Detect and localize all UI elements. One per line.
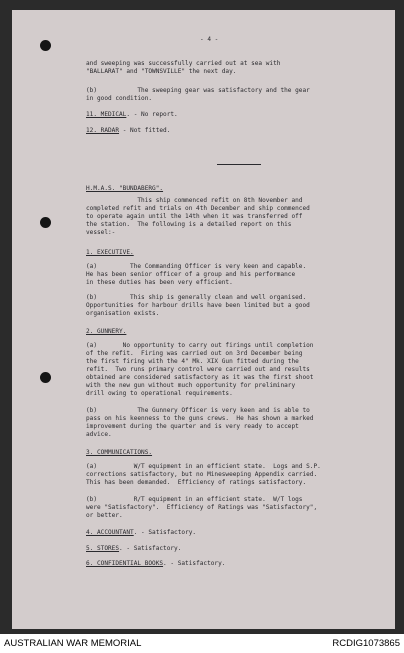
punch-hole — [40, 40, 51, 51]
record-id: RCDIG1073865 — [332, 638, 400, 649]
paragraph-line: obtained are considered satisfactory as it was the first shoot — [86, 374, 314, 381]
paragraph-line: refit. Two runs primary control were carried out and results — [86, 366, 310, 373]
punch-hole — [40, 372, 51, 383]
sweep-paragraph-line: in good condition. — [86, 95, 153, 102]
paragraph-line: corrections satisfactory, but no Minesweeping Appendix carried. — [86, 471, 318, 478]
item-medical — [86, 111, 178, 120]
item-label: 6. CONFIDENTIAL BOOKS — [86, 560, 164, 567]
paragraph-line: advice. — [86, 431, 112, 438]
paragraph-line: were "Satisfactory". Efficiency of Ratings was "Satisfactory", — [86, 504, 318, 511]
item-accountant — [86, 529, 196, 538]
item-text: . - Satisfactory. — [163, 560, 226, 567]
item-label: 11. MEDICAL — [86, 111, 127, 118]
sweep-paragraph-line: (b) The sweeping gear was satisfactory and the gear — [86, 87, 310, 94]
item-stores — [86, 545, 181, 554]
item-text: . - Satisfactory. — [133, 529, 197, 536]
ship-heading: H.M.A.S. "BUNDABERG". — [86, 185, 164, 192]
paragraph-line: He has been senior officer of a group and his performance — [86, 271, 296, 278]
paragraph-line: Opportunities for harbour drills have been limited but a good — [86, 302, 310, 309]
item-text: . - Satisfactory. — [119, 545, 182, 552]
paragraph-line: This has been demanded. Efficiency of ratings satisfactory. — [86, 479, 307, 486]
intro-line: and sweeping was successfully carried out at sea with — [86, 60, 281, 67]
paragraph-line: in these duties has been very efficient. — [86, 279, 233, 286]
page-number: - 4 - — [200, 36, 219, 43]
intro-line: "BALLARAT" and "TOWNSVILLE" the next day. — [86, 68, 237, 75]
paragraph-line: (a) W/T equipment in an efficient state. Logs and S.P. — [86, 463, 321, 470]
section-divider — [217, 164, 261, 165]
paragraph-line: (b) The Gunnery Officer is very keen and is able to — [86, 407, 310, 414]
ship-paragraph-line: completed refit and trials on 4th December and ship commenced — [86, 205, 310, 212]
section-heading-executive: 1. EXECUTIVE. — [86, 249, 134, 256]
paragraph-line: drill owing to operational requirements. — [86, 390, 233, 397]
item-radar — [86, 127, 170, 136]
section-heading-gunnery: 2. GUNNERY. — [86, 328, 127, 335]
paragraph-line: (b) R/T equipment in an efficient state. W/T logs — [86, 496, 303, 503]
section-heading-communications: 3. COMMUNICATIONS. — [86, 449, 153, 456]
ship-paragraph-line: to operate again until the 14th when it was transferred off — [86, 213, 303, 220]
ship-paragraph-line: the station. The following is a detailed report on this — [86, 221, 292, 228]
item-label: 5. STORES — [86, 545, 120, 552]
paragraph-line: pass on his keenness to the guns crews. He has shown a marked — [86, 415, 314, 422]
paragraph-line: or better. — [86, 512, 123, 519]
item-label: 4. ACCOUNTANT — [86, 529, 134, 536]
paragraph-line: (a) No opportunity to carry out firings until completion — [86, 342, 314, 349]
item-text: - Not fitted. — [119, 127, 171, 134]
item-confidential-books — [86, 560, 225, 569]
ship-paragraph-line: vessel:- — [86, 229, 116, 236]
document-page — [12, 10, 395, 629]
paragraph-line: the first firing with the 4" Mk. XIX Gun fitted during the — [86, 358, 299, 365]
paragraph-line: of the refit. Firing was carried out on 3rd December being — [86, 350, 303, 357]
item-text: . - No report. — [126, 111, 178, 118]
ship-paragraph-line: This ship commenced refit on 8th November and — [86, 197, 303, 204]
archive-footer — [0, 634, 404, 653]
item-label: 12. RADAR — [86, 127, 120, 134]
paragraph-line: (b) This ship is generally clean and well organised. — [86, 294, 307, 301]
paragraph-line: improvement during the quarter and is very ready to accept — [86, 423, 299, 430]
punch-hole — [40, 217, 51, 228]
paragraph-line: organisation exists. — [86, 310, 160, 317]
paragraph-line: (a) The Commanding Officer is very keen and capable. — [86, 263, 307, 270]
paragraph-line: with the new gun without much opportunity for preliminary — [86, 382, 296, 389]
archive-name: AUSTRALIAN WAR MEMORIAL — [4, 638, 142, 649]
